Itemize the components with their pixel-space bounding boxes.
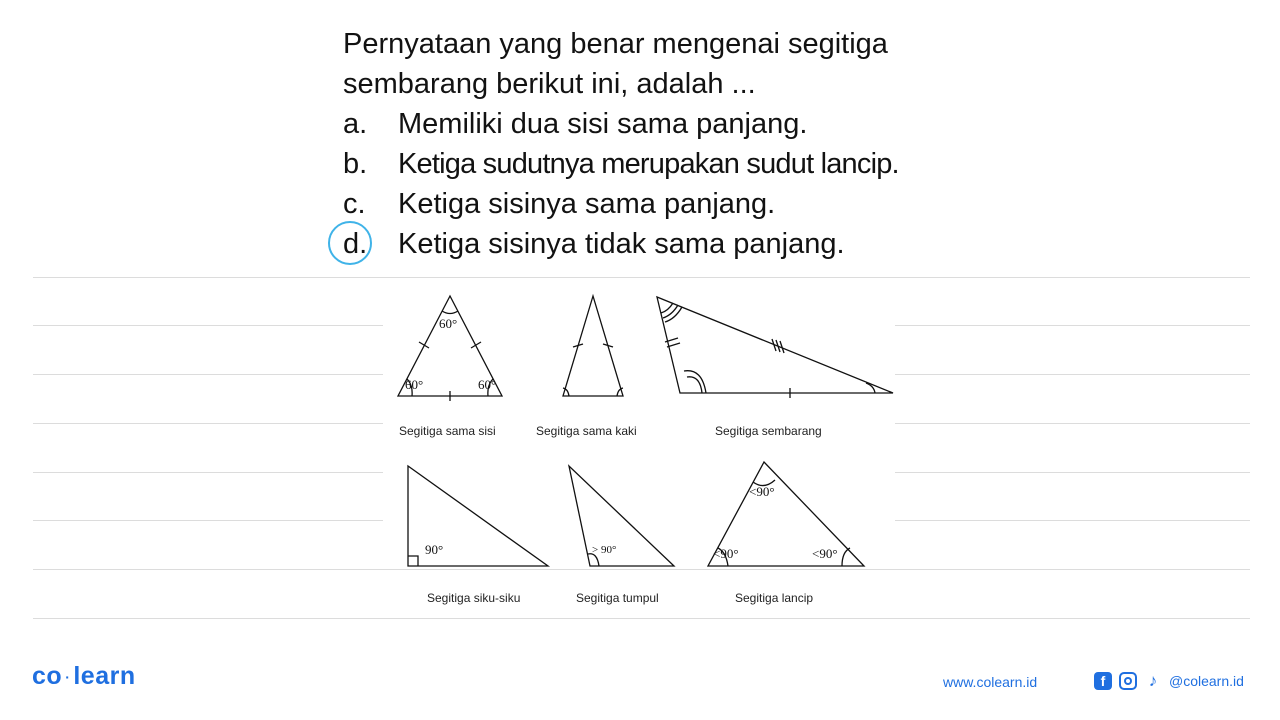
colearn-logo <box>32 662 136 691</box>
tiktok-icon[interactable]: ♪ <box>1148 671 1158 690</box>
option-letter: d. <box>343 228 368 260</box>
caption-acute: Segitiga lancip <box>735 591 814 605</box>
instagram-icon[interactable] <box>1119 672 1137 690</box>
logo-part: co <box>32 662 63 690</box>
obtuse-triangle <box>569 466 674 566</box>
option-text: Ketiga sisinya sama panjang. <box>398 188 776 220</box>
option-text: Ketiga sisinya tidak sama panjang. <box>398 228 845 260</box>
option-letter: a. <box>343 108 368 140</box>
website-link[interactable]: www.colearn.id <box>943 674 1038 690</box>
angle-label: <90° <box>713 546 739 561</box>
angle-label: 60° <box>478 377 497 392</box>
facebook-icon[interactable]: f <box>1094 672 1112 690</box>
option-letter: b. <box>343 148 368 180</box>
question-line-1: Pernyataan yang benar mengenai segitiga <box>343 28 888 60</box>
angle-label: <90° <box>812 546 838 561</box>
caption-obtuse: Segitiga tumpul <box>576 591 659 605</box>
isosceles-triangle <box>563 296 623 396</box>
question-line-2: sembarang berikut ini, adalah ... <box>343 68 756 100</box>
angle-label: 60° <box>405 377 424 392</box>
logo-part: learn <box>73 662 136 690</box>
caption-isosceles: Segitiga sama kaki <box>536 424 637 438</box>
scalene-triangle <box>657 297 893 398</box>
angle-label: 90° <box>425 542 444 557</box>
caption-right: Segitiga siku-siku <box>427 591 521 605</box>
caption-equilateral: Segitiga sama sisi <box>399 424 496 438</box>
option-text: Memiliki dua sisi sama panjang. <box>398 108 808 140</box>
angle-label: > 90° <box>592 544 617 556</box>
option-text: Ketiga sudutnya merupakan sudut lancip. <box>398 148 899 180</box>
logo-dot: · <box>65 669 71 686</box>
social-handle[interactable]: @colearn.id <box>1169 673 1244 689</box>
social-links <box>1094 670 1244 692</box>
angle-label: <90° <box>749 484 775 499</box>
option-letter: c. <box>343 188 366 220</box>
angle-label: 60° <box>439 316 458 331</box>
caption-scalene: Segitiga sembarang <box>715 424 822 438</box>
